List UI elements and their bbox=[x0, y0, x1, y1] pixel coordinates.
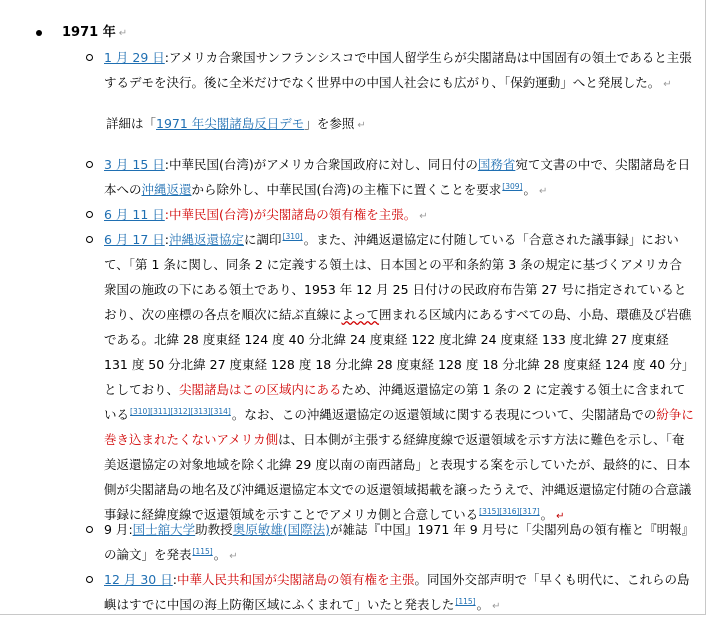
circle-bullet-icon bbox=[86, 526, 93, 533]
date-link[interactable]: 12 月 30 日 bbox=[104, 572, 173, 587]
reference-link[interactable]: [115] bbox=[455, 596, 476, 606]
paragraph-mark-icon: ↵ bbox=[419, 211, 428, 222]
entry-dec-30: 12 月 30 日:中華人民共和国が尖閣諸島の領有権を主張。同国外交部声明で「早くも明代に、これらの島嶼はすでに中国の海上防衛区域にふくまれて」いたと発表した[115]。 ↵ bbox=[104, 567, 694, 619]
year-heading: 1971 年 ↵ bbox=[38, 24, 127, 43]
okuhara-link[interactable]: 奥原敏雄 bbox=[232, 522, 283, 537]
paragraph-mark-icon: ↵ bbox=[492, 601, 501, 612]
entry-sep: 9 月:国士舘大学助教授奥原敏雄(国際法)が雑誌『中国』1971 年 9 月号に「尖閣列島の領有権と『明報』の論文」を発表[115]。 ↵ bbox=[104, 517, 694, 569]
entry-jun-17: 6 月 17 日:沖縄返還協定に調印[310]。また、沖縄返還協定に付随している「合意された議事録」において、「第 1 条に関し、同条 2 に定義する領土は、日本国との平和条約第 3 条の規定に基づくアメリカ合衆国の施政の下にある領土であり、1953 年 12 月 25 日付けの民政府布告第 27 号に指定されているとおり、次の座標の各点を順次に結ぶ直線によって囲まれる区域内にあるすべての島、小島、環礁及び岩礁である。北緯 28 度東経 124 度 40 分北緯 24 度東経 122 度北緯 24 度東経 133 度北緯 27 度東経 131 度 50 分北緯 27 度東経 128 度 18 分北緯 28 度東経 128 度 18 分北緯 28 度東経 124 度 40 分」としており、尖閣諸島はこの区域内にあるため、沖縄返還協定の第 1 条の 2 に定義する領土に含まれている[310][311][312][313][314]。なお、この沖縄返還協定の返還領域に関する表現について、尖閣諸島での紛争に巻き込まれたくないアメリカ側は、日本側が主張する経緯度線で返還領域を示す方法に難色を示し、「奄美返還協定の対象地域を除く北緯 29 度以南の南西諸島」と表現する案を示していたが、最終的に、日本側が尖閣諸島の地名及び沖縄返還協定本文での返還領域掲載を譲ったうえで、沖縄返還協定付随の合意議事録に経緯度線で返還領域を示すことでアメリカ側と合意している[315][316][317]。 ↵ bbox=[104, 227, 694, 529]
circle-bullet-icon bbox=[86, 576, 93, 583]
circle-bullet-icon bbox=[86, 236, 93, 243]
paragraph-mark-icon: ↵ bbox=[663, 79, 672, 90]
reference-link[interactable]: [309] bbox=[502, 181, 523, 191]
date-link[interactable]: 6 月 11 日 bbox=[104, 207, 165, 222]
kokushikan-link[interactable]: 国士舘大学 bbox=[132, 522, 196, 537]
reference-link[interactable]: [310] bbox=[282, 231, 303, 241]
paragraph-mark-icon: ↵ bbox=[357, 120, 366, 131]
paragraph-mark-icon: ↵ bbox=[538, 186, 548, 197]
paragraph-mark-icon: ↵ bbox=[229, 551, 238, 562]
entry-jun-11: 6 月 11 日:中華民国(台湾)が尖閣諸島の領有権を主張。 ↵ bbox=[104, 202, 694, 229]
circle-bullet-icon bbox=[86, 54, 93, 61]
date-link[interactable]: 3 月 15 日 bbox=[104, 157, 165, 172]
okinawa-agreement-link[interactable]: 沖縄返還協定 bbox=[169, 232, 245, 247]
paragraph-mark-icon: ↵ bbox=[118, 28, 128, 39]
state-department-link[interactable]: 国務省 bbox=[477, 157, 516, 172]
circle-bullet-icon bbox=[86, 161, 93, 168]
reference-link[interactable]: [315][316][317] bbox=[479, 506, 540, 516]
date-link[interactable]: 6 月 17 日 bbox=[104, 232, 165, 247]
international-law-link[interactable]: (国際法) bbox=[282, 522, 330, 537]
okinawa-reversion-link[interactable]: 沖縄返還 bbox=[141, 182, 192, 197]
reference-link[interactable]: [115] bbox=[192, 546, 213, 556]
reference-link[interactable]: [310][311][312][313][314] bbox=[130, 406, 231, 416]
date-link[interactable]: 1 月 29 日 bbox=[104, 50, 165, 65]
entry-jan-29: 1 月 29 日:アメリカ合衆国サンフランシスコで中国人留学生らが尖閣諸島は中国固有の領土であると主張するデモを決行。後に全米だけでなく世界中の中国人社会にも広がり、「保釣運動」へと発展した。 ↵ bbox=[104, 45, 694, 97]
paragraph-mark-icon: ↵ bbox=[556, 511, 565, 522]
entry-mar-15: 3 月 15 日:中華民国(台湾)がアメリカ合衆国政府に対し、同日付の国務省宛て文書の中で、尖閣諸島を日本への沖縄返還から除外し、中華民国(台湾)の主権下に置くことを要求[309]。 ↵ bbox=[104, 152, 694, 204]
detail-link[interactable]: 1971 年尖閣諸島反日デモ bbox=[156, 116, 305, 131]
circle-bullet-icon bbox=[86, 211, 93, 218]
bullet-icon bbox=[36, 30, 42, 36]
detail-note: 詳細は「1971 年尖閣諸島反日デモ」を参照 ↵ bbox=[106, 116, 366, 131]
